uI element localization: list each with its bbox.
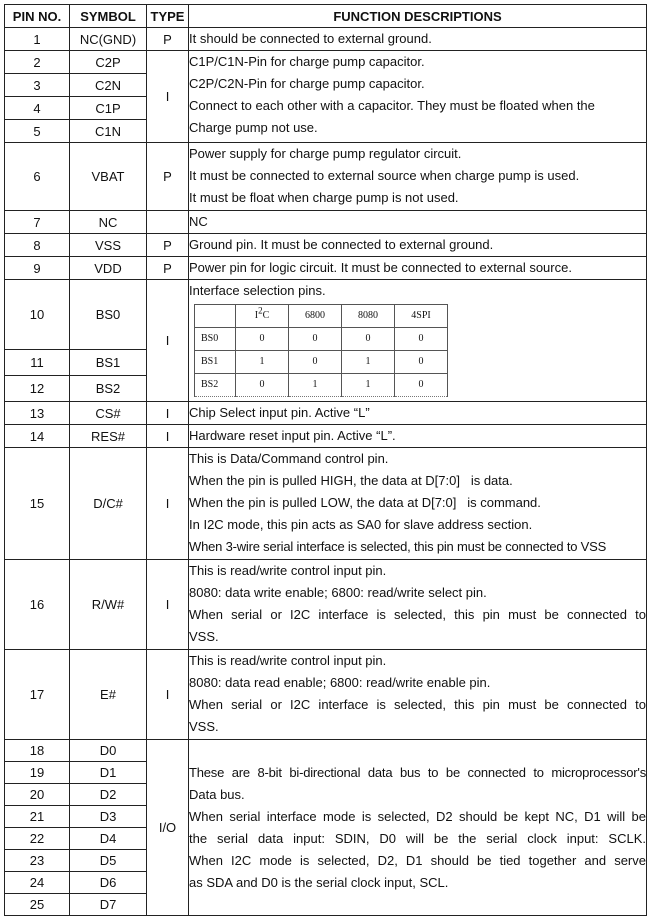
table-row	[5, 448, 647, 560]
pin-number: 8	[5, 234, 70, 257]
table-row	[5, 143, 647, 211]
mode-col-i2c: I2C	[236, 305, 289, 328]
function-line: NC	[189, 214, 208, 229]
pin-symbol: NC(GND)	[70, 28, 147, 51]
header-symbol: SYMBOL	[70, 5, 147, 28]
pin-symbol: CS#	[70, 402, 147, 425]
function-line: Connect to each other with a capacitor. They must be floated when the	[189, 98, 595, 113]
header-function-descriptions: FUNCTION DESCRIPTIONS	[189, 5, 647, 28]
function-line: Interface selection pins.	[189, 283, 326, 298]
function-line: In I2C mode, this pin acts as SA0 for slave address section.	[189, 517, 533, 532]
table-row	[5, 28, 647, 51]
function-line: as SDA and D0 is the serial clock input, SCL.	[189, 874, 449, 890]
mode-row-label: BS2	[195, 374, 236, 397]
pin-type: I	[147, 280, 189, 402]
mode-row-label: BS1	[195, 351, 236, 374]
mode-value: 0	[289, 328, 342, 351]
pin-type: I/O	[147, 740, 189, 916]
pin-symbol: BS2	[70, 376, 147, 402]
pin-number: 17	[5, 650, 70, 740]
pin-type: I	[147, 425, 189, 448]
pin-type: I	[147, 650, 189, 740]
pin-type	[147, 211, 189, 234]
pin-symbol: D4	[70, 828, 147, 850]
function-line: Data bus.	[189, 786, 245, 802]
pin-number: 24	[5, 872, 70, 894]
pin-number: 3	[5, 74, 70, 97]
mode-row-label: BS0	[195, 328, 236, 351]
pin-symbol: C2N	[70, 74, 147, 97]
pin-function	[189, 211, 647, 234]
pin-function	[189, 560, 647, 650]
pin-function	[189, 234, 647, 257]
pin-symbol: C2P	[70, 51, 147, 74]
function-line: Charge pump not use.	[189, 120, 318, 135]
function-line: When the pin is pulled HIGH, the data at D[7:0] is data.	[189, 473, 513, 488]
function-line: the serial data input: SDIN, D0 will be the serial clock input: SCLK.	[189, 830, 646, 846]
pin-type: I	[147, 448, 189, 560]
function-line: 8080: data read enable; 6800: read/write enable pin.	[189, 675, 491, 690]
function-line: When 3-wire serial interface is selected, this pin must be connected to VSS	[189, 539, 607, 554]
pin-number: 15	[5, 448, 70, 560]
pin-symbol: C1N	[70, 120, 147, 143]
pin-number: 1	[5, 28, 70, 51]
pin-function	[189, 448, 647, 560]
pin-number: 18	[5, 740, 70, 762]
pin-symbol: D1	[70, 762, 147, 784]
pin-symbol: VDD	[70, 257, 147, 280]
pin-function	[189, 402, 647, 425]
pin-type: I	[147, 560, 189, 650]
mode-value: 0	[236, 374, 289, 397]
pin-symbol: D6	[70, 872, 147, 894]
function-line: This is read/write control input pin.	[189, 653, 387, 668]
mode-row-bs1	[195, 351, 448, 374]
table-row	[5, 740, 647, 762]
table-row	[5, 257, 647, 280]
function-line: C2P/C2N-Pin for charge pump capacitor.	[189, 76, 425, 91]
pin-symbol: VBAT	[70, 143, 147, 211]
table-row	[5, 280, 647, 350]
table-row	[5, 234, 647, 257]
pin-symbol: D5	[70, 850, 147, 872]
function-line: C1P/C1N-Pin for charge pump capacitor.	[189, 54, 425, 69]
pin-symbol: E#	[70, 650, 147, 740]
pin-number: 19	[5, 762, 70, 784]
pin-symbol: BS1	[70, 350, 147, 376]
function-line: Chip Select input pin. Active “L”	[189, 405, 370, 420]
table-row	[5, 425, 647, 448]
pin-function	[189, 425, 647, 448]
pin-number: 6	[5, 143, 70, 211]
mode-col-4spi: 4SPI	[395, 305, 448, 328]
pin-type: I	[147, 402, 189, 425]
pin-type: P	[147, 28, 189, 51]
pin-number: 4	[5, 97, 70, 120]
pin-number: 12	[5, 376, 70, 402]
mode-value: 0	[395, 351, 448, 374]
function-line: When serial or I2C interface is selected, this pin must be connected to	[189, 607, 646, 622]
pin-symbol: D3	[70, 806, 147, 828]
mode-value: 1	[289, 374, 342, 397]
pin-symbol: D0	[70, 740, 147, 762]
table-row	[5, 51, 647, 74]
mode-col-6800: 6800	[289, 305, 342, 328]
function-line: Hardware reset input pin. Active “L”.	[189, 428, 396, 443]
table-header-row	[5, 5, 647, 28]
pin-number: 9	[5, 257, 70, 280]
pin-function	[189, 280, 647, 402]
mode-row-bs0	[195, 328, 448, 351]
function-line: When serial interface mode is selected, D2 should be kept NC, D1 will be	[189, 808, 646, 824]
pin-function	[189, 257, 647, 280]
pin-number: 11	[5, 350, 70, 376]
pin-function	[189, 51, 647, 143]
mode-col-8080: 8080	[342, 305, 395, 328]
pin-function	[189, 28, 647, 51]
pin-type: P	[147, 257, 189, 280]
pin-function	[189, 740, 647, 916]
pin-function	[189, 650, 647, 740]
pin-number: 25	[5, 894, 70, 916]
pin-number: 10	[5, 280, 70, 350]
interface-mode-table	[194, 304, 448, 397]
pin-number: 20	[5, 784, 70, 806]
mode-row-bs2	[195, 374, 448, 397]
pin-number: 23	[5, 850, 70, 872]
pin-number: 22	[5, 828, 70, 850]
pin-description-table	[4, 4, 647, 916]
function-line: It must be connected to external source when charge pump is used.	[189, 168, 580, 183]
function-line: 8080: data write enable; 6800: read/write select pin.	[189, 585, 487, 600]
table-row	[5, 402, 647, 425]
function-line: Power pin for logic circuit. It must be connected to external source.	[189, 260, 572, 275]
mode-value: 0	[395, 328, 448, 351]
function-line: It should be connected to external ground.	[189, 31, 432, 46]
pin-number: 7	[5, 211, 70, 234]
pin-symbol: D7	[70, 894, 147, 916]
pin-symbol: C1P	[70, 97, 147, 120]
table-row	[5, 650, 647, 740]
mode-value: 1	[342, 374, 395, 397]
mode-value: 1	[342, 351, 395, 374]
pin-number: 21	[5, 806, 70, 828]
function-line: When I2C mode is selected, D2, D1 should be tied together and serve	[189, 852, 646, 868]
mode-value: 0	[395, 374, 448, 397]
mode-value: 1	[236, 351, 289, 374]
pin-type: I	[147, 51, 189, 143]
pin-symbol: D2	[70, 784, 147, 806]
function-line: This is Data/Command control pin.	[189, 451, 389, 466]
mode-header-row	[195, 305, 448, 328]
function-line: Ground pin. It must be connected to external ground.	[189, 237, 494, 252]
pin-symbol: NC	[70, 211, 147, 234]
pin-number: 2	[5, 51, 70, 74]
function-line: VSS.	[189, 719, 219, 734]
pin-symbol: BS0	[70, 280, 147, 350]
mode-value: 0	[236, 328, 289, 351]
mode-value: 0	[289, 351, 342, 374]
pin-symbol: VSS	[70, 234, 147, 257]
table-row	[5, 211, 647, 234]
mode-value: 0	[342, 328, 395, 351]
function-line: VSS.	[189, 629, 219, 644]
header-pin-no: PIN NO.	[5, 5, 70, 28]
function-line: Power supply for charge pump regulator circuit.	[189, 146, 462, 161]
pin-number: 16	[5, 560, 70, 650]
pin-symbol: D/C#	[70, 448, 147, 560]
function-line: When serial or I2C interface is selected, this pin must be connected to	[189, 697, 646, 712]
function-line: When the pin is pulled LOW, the data at D[7:0] is command.	[189, 495, 541, 510]
pin-symbol: RES#	[70, 425, 147, 448]
table-row	[5, 560, 647, 650]
pin-number: 14	[5, 425, 70, 448]
pin-symbol: R/W#	[70, 560, 147, 650]
function-line: It must be float when charge pump is not used.	[189, 190, 459, 205]
function-line: These are 8-bit bi-directional data bus to be connected to microprocessor's	[189, 764, 646, 780]
pin-type: P	[147, 234, 189, 257]
header-type: TYPE	[147, 5, 189, 28]
function-line: This is read/write control input pin.	[189, 563, 387, 578]
pin-function	[189, 143, 647, 211]
pin-type: P	[147, 143, 189, 211]
pin-number: 13	[5, 402, 70, 425]
pin-number: 5	[5, 120, 70, 143]
